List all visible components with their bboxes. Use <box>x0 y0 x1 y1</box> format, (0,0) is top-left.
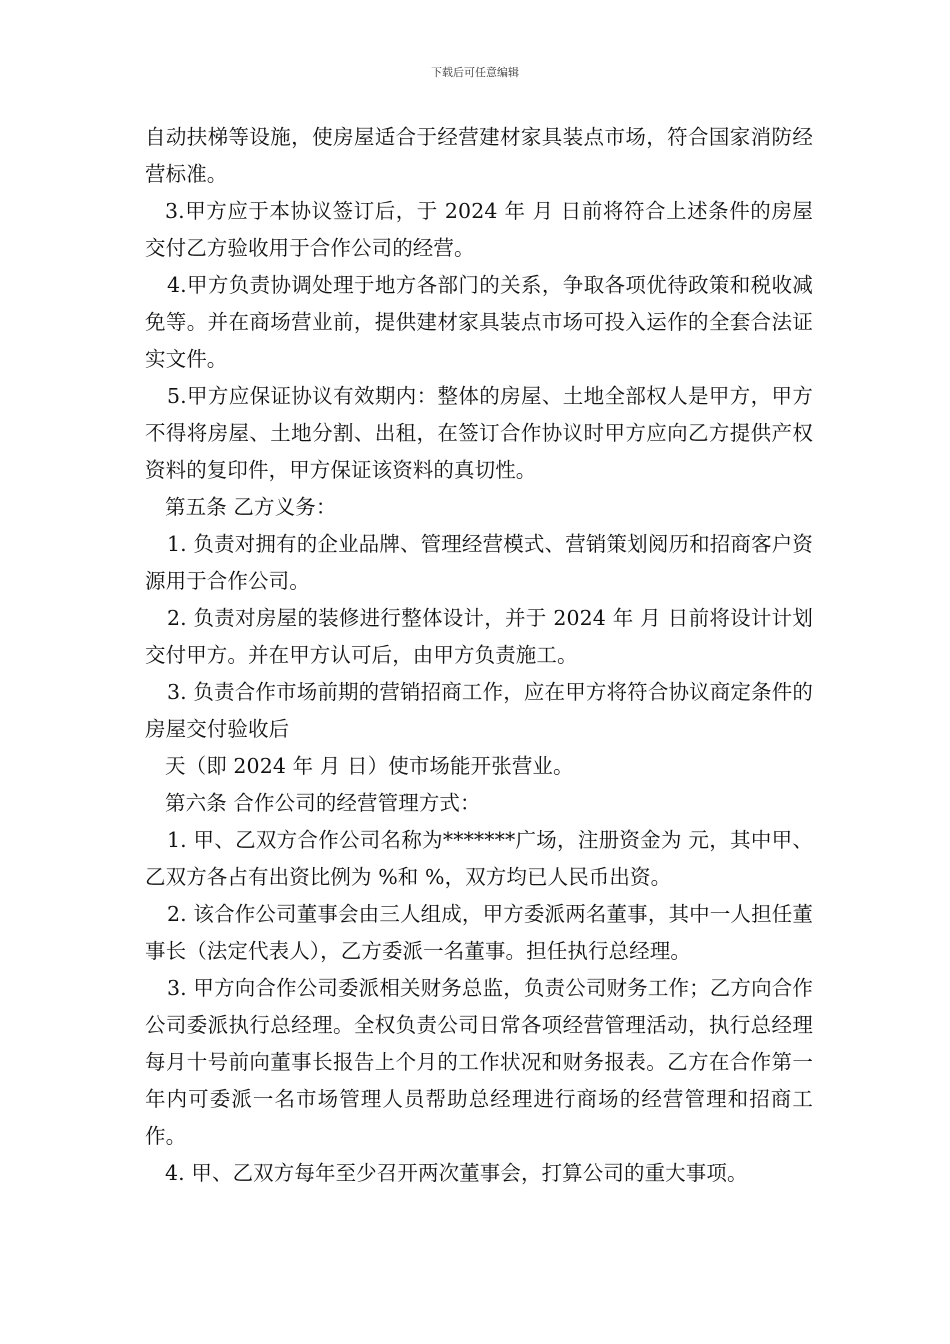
article-six-heading: 第六条 合作公司的经营管理方式： <box>165 791 481 815</box>
paragraph-party-a-coordination: 4.甲方负责协调处理于地方各部门的关系，争取各项优待政策和税收减免等。并在商场营业前，提供建材家具装点市场可投入运作的全套合法证实文件。 <box>145 273 813 371</box>
article-five-heading: 第五条 乙方义务： <box>165 495 337 519</box>
paragraph-company-name-capital: 1. 甲、乙双方合作公司名称为*******广场，注册资金为 元，其中甲、乙双方各占有出资比例为 %和 %，双方均已人民币出资。 <box>145 828 813 889</box>
paragraph-board-composition: 2. 该合作公司董事会由三人组成，甲方委派两名董事，其中一人担任董事长（法定代表人），乙方委派一名董事。担任执行总经理。 <box>145 902 813 963</box>
page-header-note: 下载后可任意编辑 <box>431 66 519 79</box>
paragraph-party-a-ownership: 5.甲方应保证协议有效期内：整体的房屋、土地全部权人是甲方，甲方不得将房屋、土地分割、出租，在签订合作协议时甲方应向乙方提供产权资料的复印件，甲方保证该资料的真切性。 <box>145 384 813 482</box>
paragraph-party-b-marketing: 3. 负责合作市场前期的营销招商工作，应在甲方将符合协议商定条件的房屋交付验收后 <box>145 680 813 741</box>
paragraph-party-b-design: 2. 负责对房屋的装修进行整体设计，并于 2024 年 月 日前将设计计划交付甲方。并在甲方认可后，由甲方负责施工。 <box>145 606 813 667</box>
paragraph-opening-date: 天（即 2024 年 月 日）使市场能开张营业。 <box>165 754 574 778</box>
paragraph-party-a-delivery: 3.甲方应于本协议签订后，于 2024 年 月 日前将符合上述条件的房屋交付乙方验收用于合作公司的经营。 <box>145 199 813 260</box>
paragraph-facilities-continued: 自动扶梯等设施，使房屋适合于经营建材家具装点市场，符合国家消防经营标准。 <box>145 125 813 186</box>
document-body <box>145 119 813 1192</box>
paragraph-party-b-brand: 1. 负责对拥有的企业品牌、管理经营模式、营销策划阅历和招商客户资源用于合作公司。 <box>145 532 813 593</box>
paragraph-finance-management: 3. 甲方向合作公司委派相关财务总监，负责公司财务工作；乙方向合作公司委派执行总经理。全权负责公司日常各项经营管理活动，执行总经理每月十号前向董事长报告上个月的工作状况和财务报表。乙方在合作第一年内可委派一名市场管理人员帮助总经理进行商场的经营管理和招商工作。 <box>145 976 813 1148</box>
paragraph-board-meetings: 4. 甲、乙双方每年至少召开两次董事会，打算公司的重大事项。 <box>165 1161 748 1185</box>
